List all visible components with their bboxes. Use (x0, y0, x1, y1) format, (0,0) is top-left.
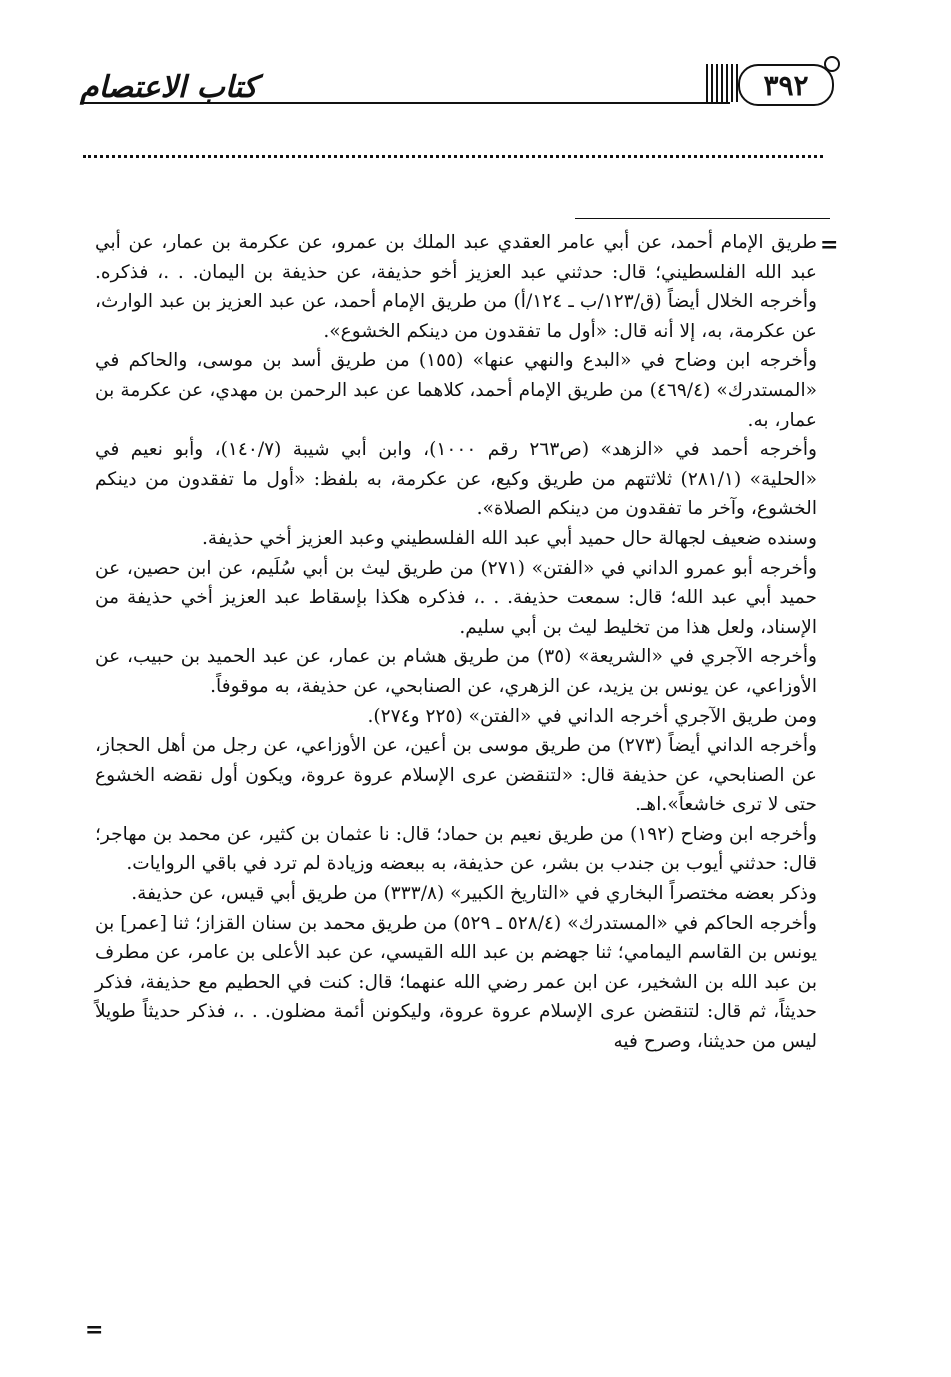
footnote-paragraph: وأخرجه الداني أيضاً (٢٧٣) من طريق موسى بن أعين، عن الأوزاعي، عن رجل من أهل الحجاز، عن الصنابحي، عن حذيفة قال: «لتنقضن عرى الإسلام عروة عروة، ويكون أول نقضه الخشوع حتى لا ترى خاشعاً».اهـ. (95, 735, 817, 816)
footnote-paragraph: ومن طريق الآجري أخرجه الداني في «الفتن» (٢٢٥ و٢٧٤). (367, 705, 817, 727)
footnote-paragraph: طريق الإمام أحمد، عن أبي عامر العقدي عبد الملك بن عمرو، عن عكرمة بن عمار، عن أبي عبد الله الفلسطيني؛ قال: حدثني عبد العزيز أخو حذيفة، عن حذيفة بن اليمان. . .، فذكره. وأخرجه الخلال أيضاً (ق/١٢٣/ب ـ ١٢٤/أ) من طريق الإمام أحمد، عن عبد العزيز بن عبد الوارث، عن عكرمة، به، إلا أنه قال: «أول ما تفقدون من دينكم الخشوع». (95, 232, 818, 342)
footnote-paragraph: وسنده ضعيف لجهالة حال حميد أبي عبد الله الفلسطيني وعبد العزيز أخي حذيفة. (201, 527, 817, 549)
header-rule (80, 102, 730, 104)
dotted-separator (83, 155, 823, 158)
running-title: كتاب الاعتصام (80, 70, 258, 105)
footnote-paragraph: وأخرجه الحاكم في «المستدرك» (٥٢٨/٤ ـ ٥٢٩) من طريق محمد بن سنان القزاز؛ ثنا [عمر] بن يونس بن القاسم اليمامي؛ ثنا جهضم بن عبد الله القيسي، عن عبد الأعلى بن عامر، عن مطرف بن عبد الله بن الشخير، عن ابن عمر رضي الله عنهما؛ قال: كنت في الحطيم مع حذيفة، فذكر حديثاً، ثم قال: لتنقضن عرى الإسلام عروة عروة، وليكونن أئمة مضلون. . .، فذكر حديثاً طويلاً ليس من حديثنا، وصرح فيه (95, 912, 817, 1053)
ornament-circle-icon (824, 56, 840, 72)
continuation-mark-top: = (820, 232, 839, 258)
page-number-frame (738, 64, 834, 106)
continuation-mark-bottom: = (85, 1317, 104, 1343)
footnote-paragraph: وأخرجه الآجري في «الشريعة» (٣٥) من طريق هشام بن عمار، عن عبد الحميد بن حبيب، عن الأوزاعي، عن يونس بن يزيد، عن الزهري، عن الصنابحي، عن حذيفة، به موقوفاً. (95, 646, 817, 697)
page-number: ٣٩٢ (763, 68, 809, 102)
footnote-paragraph: وذكر بعضه مختصراً البخاري في «التاريخ الكبير» (٣٣٣/٨) من طريق أبي قيس، عن حذيفة. (131, 883, 817, 905)
footnote-paragraph: وأخرجه ابن وضاح في «البدع والنهي عنها» (١٥٥) من طريق أسد بن موسى، والحاكم في «المستدرك» (٤٦٩/٤) من طريق الإمام أحمد، كلاهما عن عبد الرحمن بن مهدي، عن عكرمة بن عمار، به. (95, 350, 817, 431)
footnote-paragraph: وأخرجه أبو عمرو الداني في «الفتن» (٢٧١) من طريق ليث بن أبي سُلَيم، عن ابن حصين، عن حميد أبي عبد الله؛ قال: سمعت حذيفة. . .، فذكره هكذا بإسقاط عبد العزيز أخي حذيفة من الإسناد، ولعل هذا من تخليط ليث بن أبي سليم. (95, 557, 817, 638)
footnote-paragraph: وأخرجه أحمد في «الزهد» (ص٢٦٣ رقم ١٠٠٠)، وابن أبي شيبة (١٤٠/٧)، وأبو نعيم في «الحلية» (٢٨١/١) ثلاثتهم من طريق وكيع، عن عكرمة، به بلفظ: «أول ما تفقدون من دينكم الخشوع، وآخر ما تفقدون من دينكم الصلاة». (95, 439, 818, 520)
footnote-rule (575, 218, 830, 219)
page-header (80, 60, 840, 120)
footnote-text (95, 228, 817, 1057)
header-ornament-bars (706, 64, 738, 102)
footnote-paragraph: وأخرجه ابن وضاح (١٩٢) من طريق نعيم بن حماد؛ قال: نا عثمان بن كثير، عن محمد بن مهاجر؛ قال: حدثني أيوب بن جندب بن بشر، عن حذيفة، به ببعضه وزيادة لم ترد في باقي الروايات. (95, 823, 817, 875)
